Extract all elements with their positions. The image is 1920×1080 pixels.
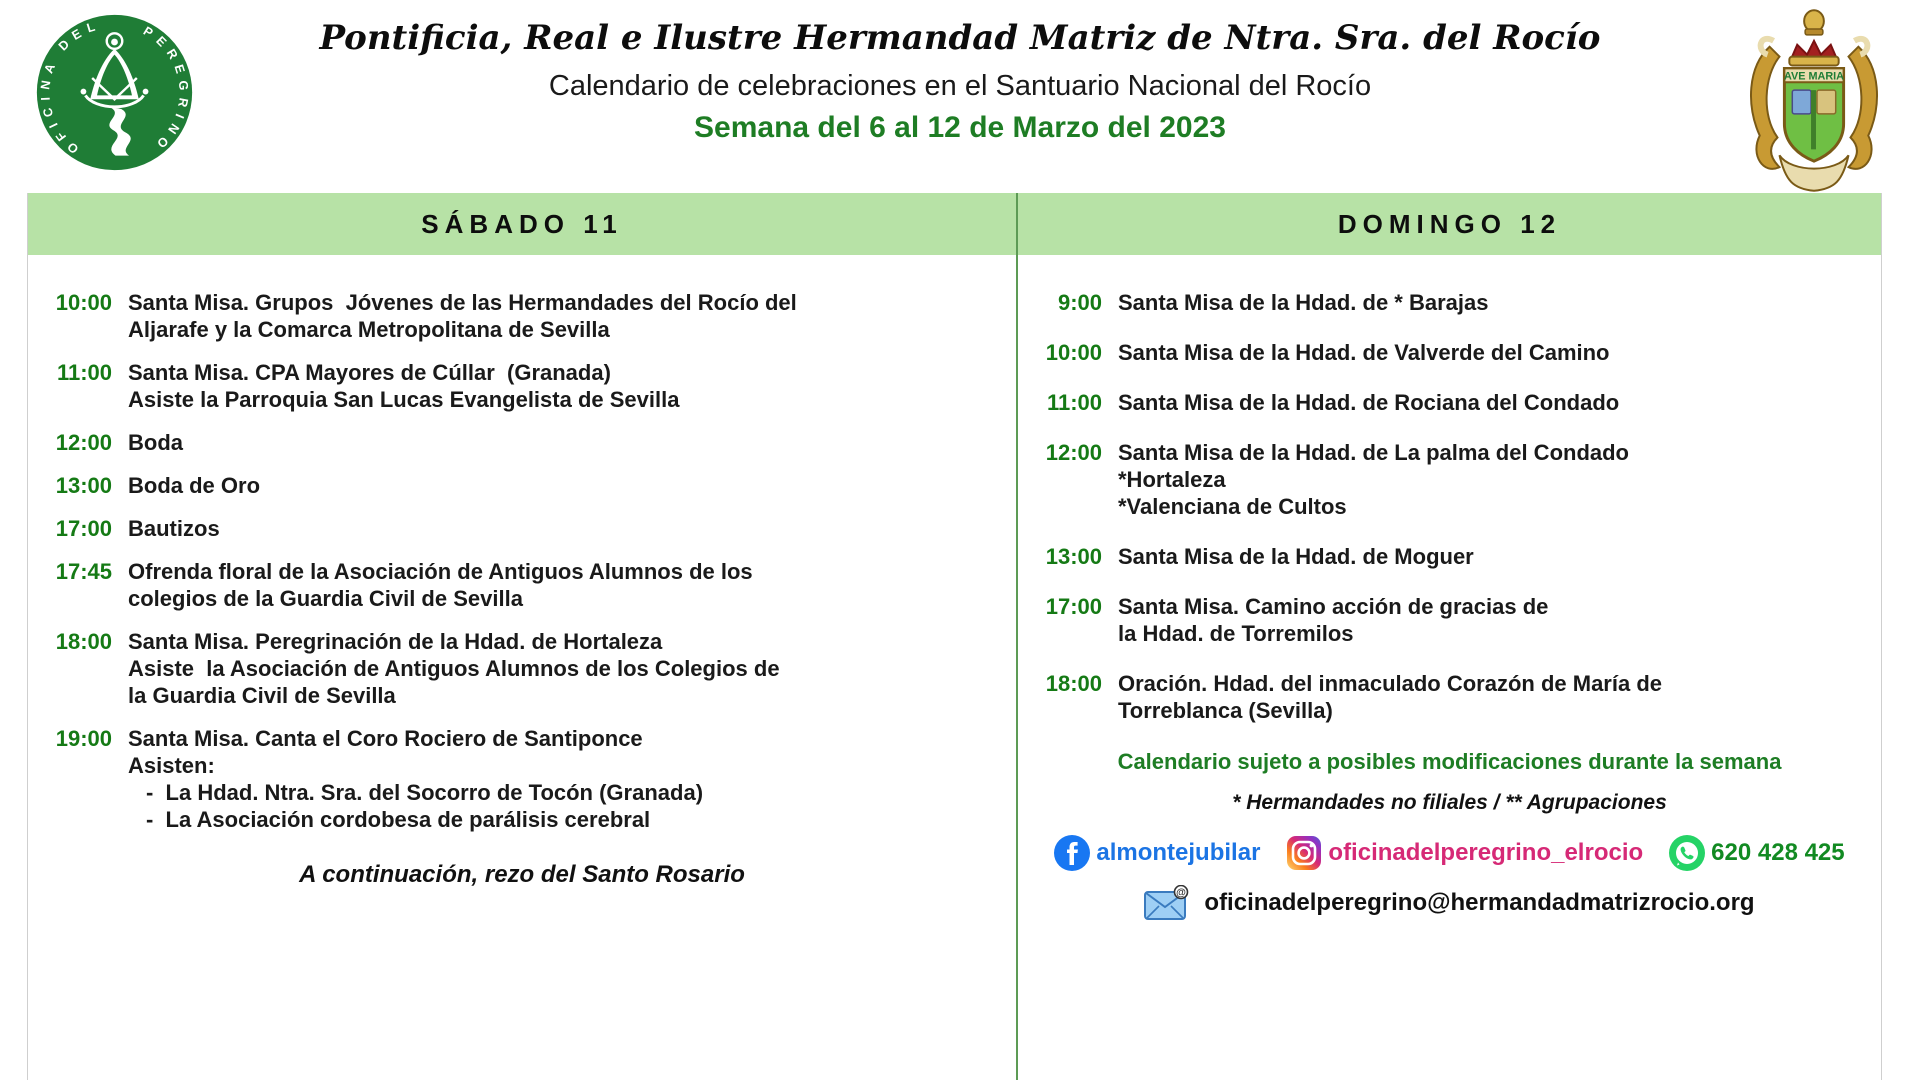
event-line: Asiste la Parroquia San Lucas Evangelista de Sevilla [128, 387, 680, 412]
event-line: Santa Misa de la Hdad. de Valverde del Camino [1118, 340, 1610, 365]
event-row [42, 558, 998, 612]
modifications-note: Calendario sujeto a posibles modificaciones durante la semana [1117, 749, 1782, 774]
schedule-table [27, 193, 1882, 1080]
event-description [128, 725, 703, 833]
event-row [1032, 593, 1863, 647]
event-line: Bautizos [128, 516, 220, 541]
event-row [1032, 339, 1863, 366]
event-line: Santa Misa de la Hdad. de * Barajas [1118, 290, 1489, 315]
email-row [1018, 885, 1881, 921]
event-row [42, 289, 998, 343]
event-line: Santa Misa. Canta el Coro Rociero de Santiponce [128, 726, 643, 751]
event-line: Asiste la Asociación de Antiguos Alumnos de los Colegios de [128, 656, 780, 681]
event-row [1032, 289, 1863, 316]
event-time: 9:00 [1057, 290, 1102, 315]
event-row [1032, 389, 1863, 416]
event-time: 19:00 [55, 726, 112, 751]
event-line: Santa Misa. CPA Mayores de Cúllar (Granada) [128, 360, 611, 385]
event-row [42, 725, 998, 833]
event-description [128, 558, 753, 612]
event-time: 12:00 [55, 430, 112, 455]
event-time: 17:00 [55, 516, 112, 541]
event-line: Asisten: [128, 753, 215, 778]
event-time: 13:00 [1045, 544, 1102, 569]
hermandad-crest-icon [1740, 6, 1888, 196]
event-time: 11:00 [1046, 390, 1102, 415]
saturday-header: SÁBADO 11 [28, 193, 1016, 255]
crest-banner-text: AVE MARIA [1783, 70, 1845, 83]
event-line: Boda [128, 430, 183, 455]
week-range: Semana del 6 al 12 de Marzo del 2023 [694, 111, 1226, 144]
subtitle: Calendario de celebraciones en el Santuario Nacional del Rocío [548, 70, 1372, 102]
svg-text:OFICINA DEL: OFICINA DEL [38, 17, 104, 157]
event-description [128, 429, 183, 456]
svg-text:@: @ [1176, 887, 1187, 899]
event-description [1118, 339, 1610, 366]
facebook-handle: almontejubilar [1096, 839, 1261, 866]
facebook-icon [1054, 835, 1090, 871]
event-description [128, 628, 780, 709]
event-line: *Hortaleza [1118, 467, 1226, 492]
event-time: 18:00 [1045, 671, 1102, 696]
svg-text:PEREGRINO: PEREGRINO [140, 23, 191, 156]
header-titles [220, 18, 1700, 145]
event-time: 13:00 [55, 473, 112, 498]
event-line: Santa Misa. Peregrinación de la Hdad. de Hortaleza [128, 629, 663, 654]
sunday-events [1018, 255, 1881, 724]
event-line: Santa Misa. Camino acción de gracias de [1118, 594, 1549, 619]
event-description [1118, 389, 1619, 416]
whatsapp-icon [1669, 835, 1705, 871]
oficina-del-peregrino-seal-icon [32, 10, 197, 175]
event-description [1118, 543, 1474, 570]
social-row [1018, 835, 1881, 871]
hermandad-crest-logo [1740, 6, 1888, 196]
event-time: 12:00 [1045, 440, 1102, 465]
event-line: - La Asociación cordobesa de parálisis cerebral [146, 807, 651, 832]
event-row [42, 472, 998, 499]
whatsapp-number: 620 428 425 [1711, 839, 1845, 866]
event-line: Oración. Hdad. del inmaculado Corazón de María de [1118, 671, 1662, 696]
oficina-del-peregrino-logo [32, 10, 197, 175]
event-time: 11:00 [56, 360, 112, 385]
instagram-contact [1286, 835, 1643, 871]
event-time: 17:45 [55, 559, 112, 584]
event-line: la Hdad. de Torremilos [1118, 621, 1354, 646]
header [0, 0, 1920, 190]
event-line: Santa Misa de la Hdad. de La palma del Condado [1118, 440, 1629, 465]
event-line: *Valenciana de Cultos [1118, 494, 1347, 519]
event-time: 17:00 [1045, 594, 1102, 619]
event-line: Boda de Oro [128, 473, 261, 498]
facebook-contact [1054, 835, 1260, 871]
whatsapp-contact [1669, 835, 1844, 871]
event-description [128, 472, 260, 499]
email-icon [1144, 885, 1190, 921]
event-row [1032, 670, 1863, 724]
event-line: Ofrenda floral de la Asociación de Antiguos Alumnos de los [128, 559, 753, 584]
event-description [128, 289, 797, 343]
event-row [42, 429, 998, 456]
event-description [1118, 289, 1488, 316]
sunday-header: DOMINGO 12 [1018, 193, 1881, 255]
event-line: colegios de la Guardia Civil de Sevilla [128, 586, 523, 611]
event-row [42, 628, 998, 709]
event-description [1118, 593, 1548, 647]
event-line: - La Hdad. Ntra. Sra. del Socorro de Tocón (Granada) [146, 780, 704, 805]
event-row [42, 515, 998, 542]
event-description [128, 515, 220, 542]
event-line: Santa Misa de la Hdad. de Rociana del Condado [1118, 390, 1620, 415]
event-time: 18:00 [55, 629, 112, 654]
instagram-handle: oficinadelperegrino_elrocio [1328, 839, 1644, 866]
main-title: Pontificia, Real e Ilustre Hermandad Matriz de Ntra. Sra. del Rocío [319, 18, 1601, 58]
rosario-note: A continuación, rezo del Santo Rosario [299, 861, 745, 888]
event-line: Torreblanca (Sevilla) [1118, 698, 1333, 723]
event-row [1032, 439, 1863, 520]
instagram-icon [1286, 835, 1322, 871]
sunday-column [1016, 193, 1881, 1080]
event-line: Santa Misa. Grupos Jóvenes de las Hermandades del Rocío del [128, 290, 797, 315]
saturday-column [28, 193, 1016, 1080]
event-line: Aljarafe y la Comarca Metropolitana de Sevilla [128, 317, 610, 342]
event-row [42, 359, 998, 413]
event-row [1032, 543, 1863, 570]
event-description [1118, 670, 1662, 724]
event-description [1118, 439, 1629, 520]
event-line: Santa Misa de la Hdad. de Moguer [1118, 544, 1474, 569]
saturday-events [28, 255, 1016, 833]
event-description [128, 359, 679, 413]
event-time: 10:00 [1045, 340, 1102, 365]
event-time: 10:00 [55, 290, 112, 315]
legend-note: * Hermandades no filiales / ** Agrupaciones [1232, 791, 1667, 814]
event-line: la Guardia Civil de Sevilla [128, 683, 396, 708]
email-address: oficinadelperegrino@hermandadmatrizrocio.org [1204, 889, 1755, 916]
